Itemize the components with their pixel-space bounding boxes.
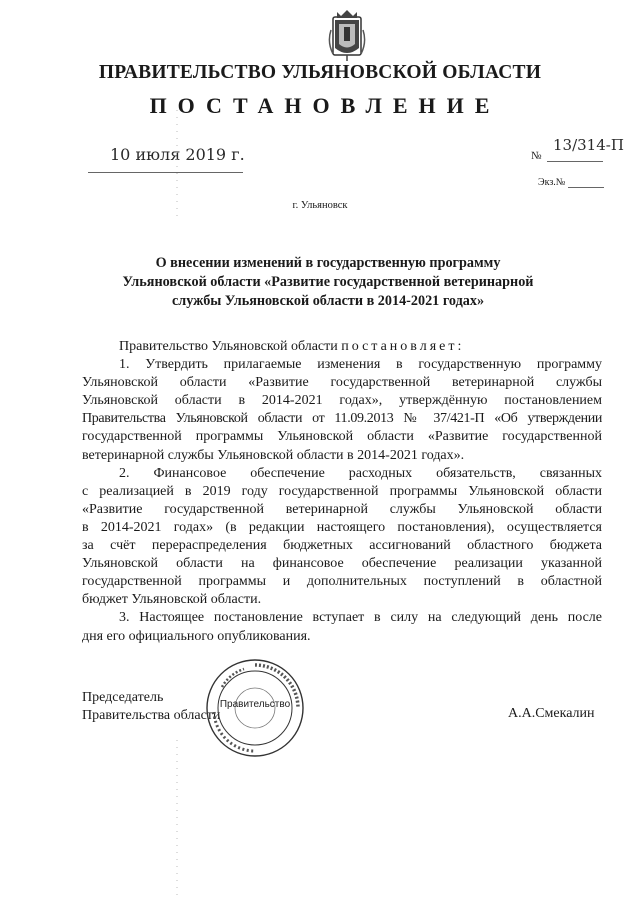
date-underline [88, 172, 243, 173]
paragraph-2-line: с реализацией в 2019 году государственной программы Ульяновской области [82, 483, 602, 499]
stamp-text: Правительство [219, 699, 291, 710]
paragraph-1-line: Ульяновской области «Развитие государственной ветеринарной службы [82, 375, 602, 391]
paragraph-2-line: государственной программы и дополнительных поступлений в областной [82, 574, 602, 590]
paragraph-2-line: «Развитие государственной ветеринарной службы Ульяновской области [82, 501, 602, 517]
position-line: Правительства области [82, 708, 221, 723]
document-title [88, 254, 568, 311]
intro-lead: Правительство Ульяновской области [119, 339, 338, 354]
paragraph-2-line: бюджет Ульяновской области. [82, 592, 262, 608]
coat-of-arms-emblem [327, 8, 367, 62]
paragraph-1-line: государственной программы Ульяновской области «Развитие государственной [82, 429, 602, 445]
signatory-name: А.А.Смекалин [508, 706, 595, 721]
city-name: г. Ульяновск [292, 200, 348, 211]
paragraph-2-line: в 2014-2021 годах» (в редакции настоящего постановления), осуществляется [82, 519, 602, 535]
document-number: 13/314-П [553, 136, 624, 154]
document-date: 10 июля 2019 г. [110, 145, 245, 164]
number-prefix: № [531, 150, 542, 162]
position-line: Председатель [82, 690, 164, 705]
organization-title: ПРАВИТЕЛЬСТВО УЛЬЯНОВСКОЙ ОБЛАСТИ [98, 62, 542, 83]
title-line: О внесении изменений в государственную программу [155, 255, 501, 271]
paragraph-1-line: Правительства Ульяновской области от 11.09.2013 № 37/421-П «Об утверждении [82, 411, 602, 427]
paragraph-1-line: ветеринарной службы Ульяновской области в 2014-2021 годах». [82, 447, 465, 463]
paragraph-2-line: 2. Финансовое обеспечение расходных обязательств, связанных [119, 465, 602, 481]
official-stamp [204, 657, 306, 759]
document-type: ПОСТАНОВЛЕНИЕ [149, 93, 501, 118]
document-body [82, 338, 602, 646]
paragraph-3-line: дня его официального опубликования. [82, 628, 311, 644]
paragraph-1-line: 1. Утвердить прилагаемые изменения в государственную программу [119, 357, 602, 373]
copy-number-underline [568, 187, 604, 188]
signatory-position [82, 689, 220, 725]
paragraph-1-line: Ульяновской области в 2014-2021 годах», утверждённую постановлением [82, 393, 602, 409]
title-line: службы Ульяновской области в 2014-2021 годах» [171, 293, 485, 309]
paragraph-2-line: Ульяновской области на финансовое обеспечение реализации указанной [82, 556, 602, 572]
paragraph-2-line: за счёт перераспределения бюджетных ассигнований областного бюджета [82, 538, 602, 554]
intro-paragraph [82, 338, 602, 356]
copy-number-prefix: Экз.№ [538, 177, 566, 188]
intro-decree-word: постановляет: [341, 339, 465, 354]
number-underline [547, 161, 603, 162]
paragraph-3-line: 3. Настоящее постановление вступает в силу на следующий день после [119, 610, 602, 626]
title-line: Ульяновской области «Развитие государственной ветеринарной [122, 274, 534, 290]
